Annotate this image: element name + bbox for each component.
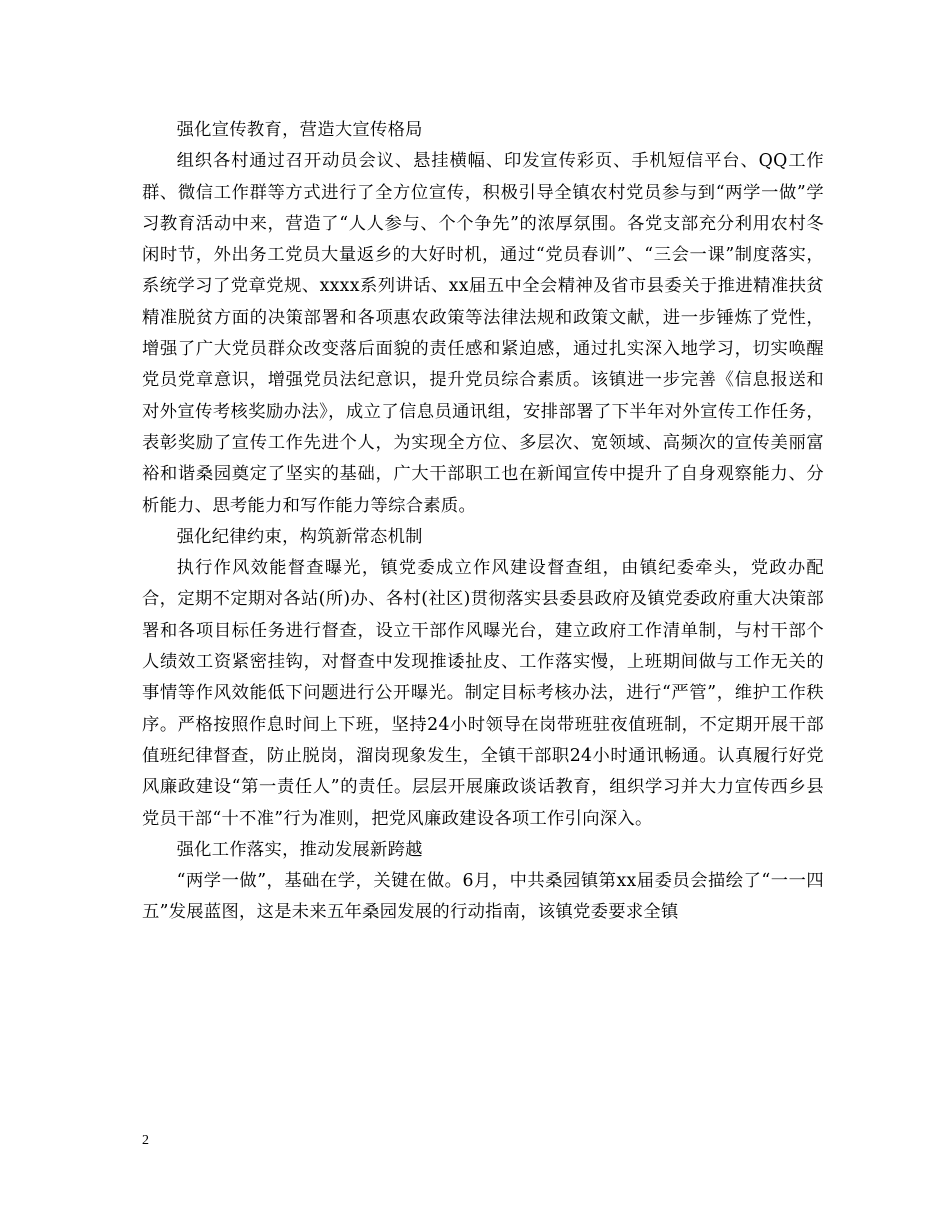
section-heading-discipline: 强化纪律约束，构筑新常态机制 (176, 526, 423, 547)
section-heading-implementation: 强化工作落实，推动发展新跨越 (176, 839, 423, 860)
section-paragraph-implementation: “两学一做”，基础在学，关键在做。6月，中共桑园镇第xx届委员会描绘了“一一四五”发展蓝图，这是未来五年桑园发展的行动指南，该镇党委要求全镇 (142, 871, 824, 923)
section-paragraph-publicity: 组织各村通过召开动员会议、悬挂横幅、印发宣传彩页、手机短信平台、QQ工作群、微信工作群等方式进行了全方位宣传，积极引导全镇农村党员参与到“两学一做”学习教育活动中来，营造了“人人参与、个个争先”的浓厚氛围。各党支部充分利用农村冬闲时节，外出务工党员大量返乡的大好时机，通过“党员春训”、“三会一课”制度落实，系统学习了党章党规、xxxx系列讲话、xx届五中全会精神及省市县委关于推进精准扶贫精准脱贫方面的决策部署和各项惠农政策等法律法规和政策文献，进一步锤炼了党性，增强了广大党员群众改变落后面貌的责任感和紧迫感，通过扎实深入地学习，切实唤醒党员党章意识，增强党员法纪意识，提升党员综合素质。该镇进一步完善《信息报送和对外宣传考核奖励办法》，成立了信息员通讯组，安排部署了下半年对外宣传工作任务，表彰奖励了宣传工作先进个人，为实现全方位、多层次、宽领域、高频次的宣传美丽富裕和谐桑园奠定了坚实的基础，广大干部职工也在新闻宣传中提升了自身观察能力、分析能力、思考能力和写作能力等综合素质。 (142, 151, 824, 516)
document-body (142, 115, 824, 929)
section-heading-publicity: 强化宣传教育，营造大宣传格局 (176, 120, 423, 140)
section-paragraph-discipline: 执行作风效能督查曝光，镇党委成立作风建设督查组，由镇纪委牵头，党政办配合，定期不定期对各站(所)办、各村(社区)贯彻落实县委县政府及镇党委政府重大决策部署和各项目标任务进行督查，设立干部作风曝光台，建立政府工作清单制，与村干部个人绩效工资紧密挂钩，对督查中发现推诿扯皮、工作落实慢，上班期间做与工作无关的事情等作风效能低下问题进行公开曝光。制定目标考核办法，进行“严管”，维护工作秩序。严格按照作息时间上下班，坚持24小时领导在岗带班驻夜值班制，不定期开展干部值班纪律督查，防止脱岗，溜岗现象发生，全镇干部职24小时通讯畅通。认真履行好党风廉政建设“第一责任人”的责任。层层开展廉政谈话教育，组织学习并大力宣传西乡县党员干部“十不准”行为准则，把党风廉政建设各项工作引向深入。 (142, 558, 824, 829)
page-number: 2 (142, 1133, 149, 1148)
